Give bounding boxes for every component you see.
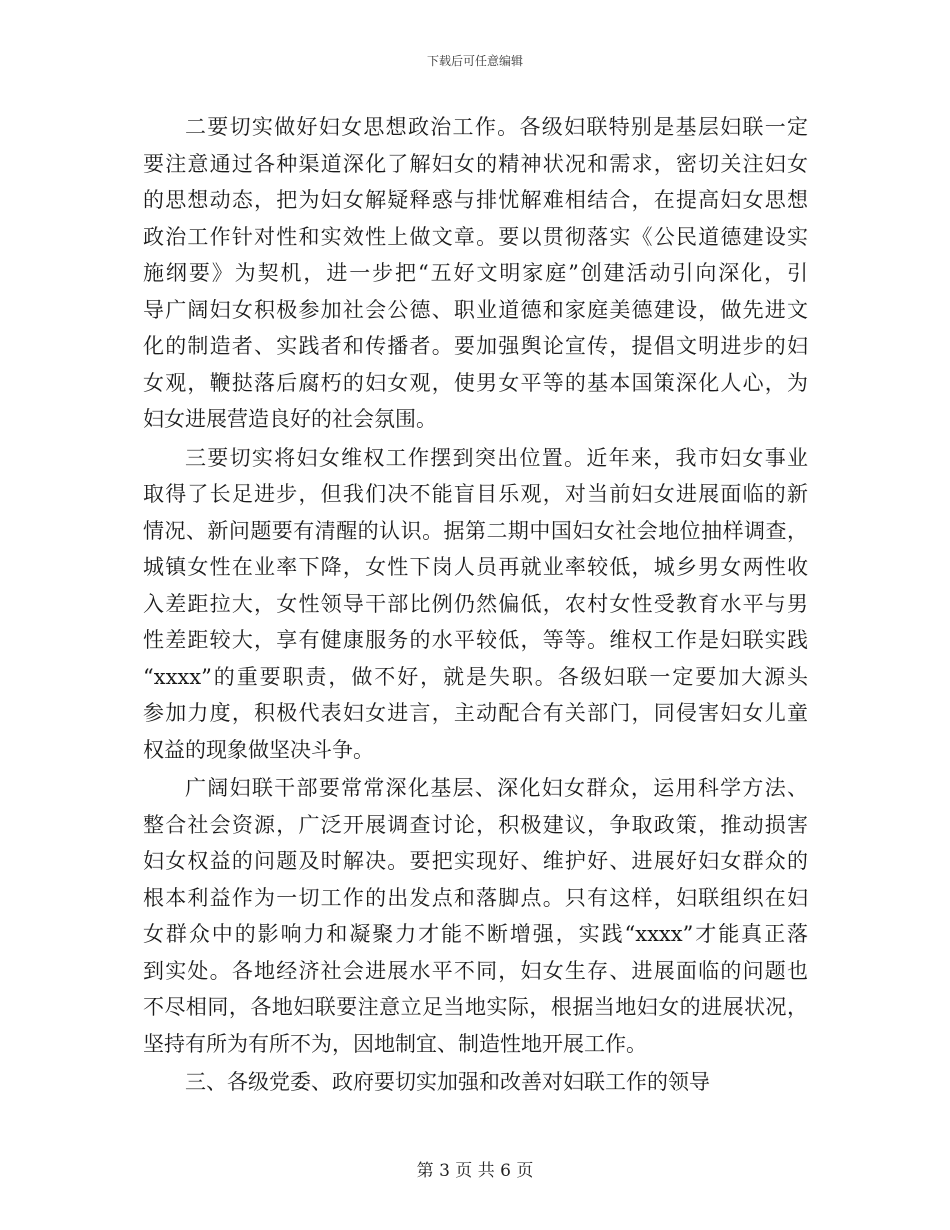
- text-line: 要注意通过各种渠道深化了解妇女的精神状况和需求，密切关注妇女: [143, 151, 808, 176]
- text-line: 化的制造者、实践者和传播者。要加强舆论宣传，提倡文明进步的妇: [143, 334, 808, 358]
- text-line: 导广阔妇女积极参加社会公德、职业道德和家庭美德建设，做先进文: [143, 297, 808, 322]
- text-line: 城镇女性在业率下降，女性下岗人员再就业率较低，城乡男女两性收: [143, 555, 808, 579]
- paragraph-1: [143, 109, 808, 438]
- page-number: 第 3 页 共 6 页: [416, 1161, 534, 1181]
- page-header: 下载后可任意编辑: [426, 54, 523, 68]
- text-line: 参加力度，积极代表妇女进言，主动配合有关部门，同侵害妇女儿童: [143, 701, 808, 725]
- text-line: 广阔妇联干部要常常深化基层、深化妇女群众，运用科学方法、: [185, 776, 808, 800]
- document-body: [143, 109, 808, 1101]
- paragraph-2: [143, 440, 808, 769]
- text-line: 女观，鞭挞落后腐朽的妇女观，使男女平等的基本国策深化人心，为: [143, 370, 808, 395]
- text-line: 性差距较大，享有健康服务的水平较低，等等。维权工作是妇联实践: [143, 628, 808, 652]
- paragraph-3: [143, 770, 808, 1062]
- text-line: “xxxx”的重要职责，做不好，就是失职。各级妇联一定要加大源头: [143, 664, 808, 689]
- text-line: 根本利益作为一切工作的出发点和落脚点。只有这样，妇联组织在妇: [143, 885, 808, 910]
- text-line: 女群众中的影响力和凝聚力才能不断增强，实践“xxxx”才能真正落: [143, 922, 808, 946]
- text-line: 整合社会资源，广泛开展调查讨论，积极建议，争取政策，推动损害: [143, 812, 808, 837]
- text-line: 三要切实将妇女维权工作摆到突出位置。近年来，我市妇女事业: [185, 445, 808, 470]
- text-line: 妇女权益的问题及时解决。要把实现好、维护好、进展好妇女群众的: [143, 849, 808, 873]
- text-line: 坚持有所为有所不为，因地制宜、制造性地开展工作。: [143, 1031, 647, 1056]
- text-line: 政治工作针对性和实效性上做文章。要以贯彻落实《公民道德建设实: [143, 224, 808, 249]
- text-line: 不尽相同，各地妇联要注意立足当地实际，根据当地妇女的进展状况，: [143, 995, 808, 1019]
- text-line: 到实处。各地经济社会进展水平不同，妇女生存、进展面临的问题也: [143, 958, 808, 983]
- text-line: 的思想动态，把为妇女解疑释惑与排忧解难相结合，在提高妇女思想: [143, 188, 808, 212]
- text-line: 权益的现象做坚决斗争。: [143, 737, 374, 762]
- text-line: 施纲要》为契机，进一步把“五好文明家庭”创建活动引向深化，引: [143, 261, 808, 285]
- text-line: 入差距拉大，女性领导干部比例仍然偏低，农村女性受教育水平与男: [143, 591, 808, 616]
- section-heading: [143, 1064, 808, 1101]
- text-line: 二要切实做好妇女思想政治工作。各级妇联特别是基层妇联一定: [185, 115, 808, 139]
- heading-line: 三、各级党委、政府要切实加强和改善对妇联工作的领导: [185, 1070, 710, 1094]
- text-line: 妇女进展营造良好的社会氛围。: [143, 407, 437, 431]
- text-line: 情况、新问题要有清醒的认识。据第二期中国妇女社会地位抽样调查，: [143, 518, 808, 543]
- text-line: 取得了长足进步，但我们决不能盲目乐观，对当前妇女进展面临的新: [143, 482, 808, 506]
